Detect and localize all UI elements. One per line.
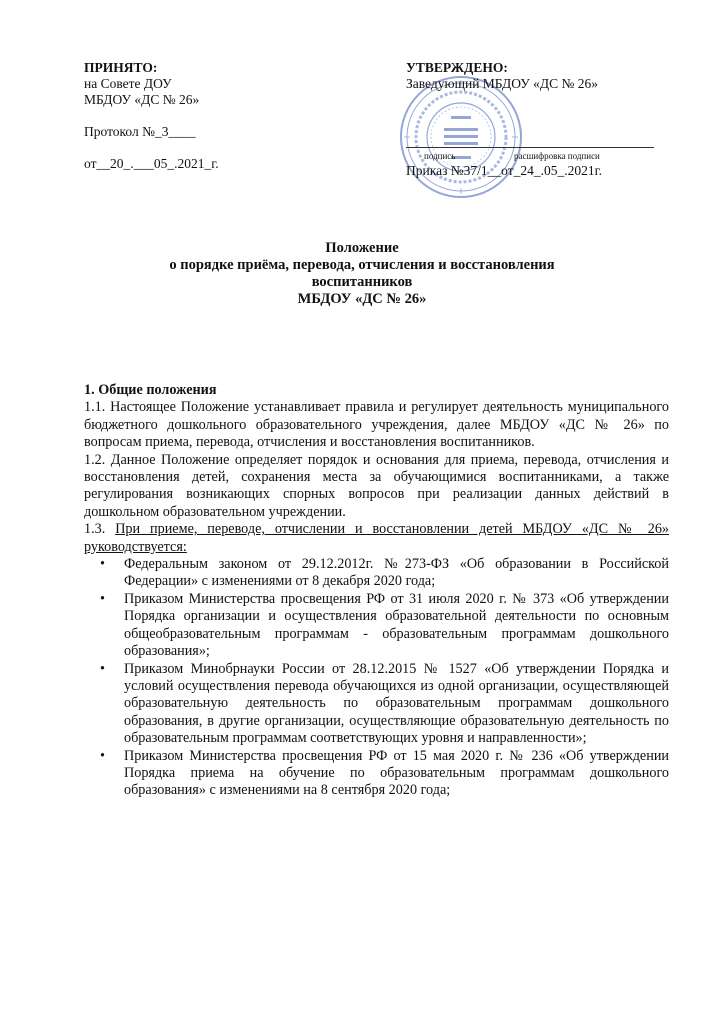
bullet-icon: • — [100, 660, 105, 677]
signature-decode-caption: расшифровка подписи — [514, 151, 600, 161]
header-accepted-block — [84, 60, 344, 172]
signature-line — [406, 147, 654, 148]
title-line-4: МБДОУ «ДС № 26» — [297, 291, 427, 307]
paragraph-1-1: 1.1. Настоящее Положение устанавливает правила и регулирует деятельность муниципального бюджетного дошкольного образовательного учреждения, далее МБДОУ «ДС № 26» по вопросам приема, перевода, отчисления и восстановления воспитанников. — [84, 399, 669, 451]
header-approved-block — [406, 60, 666, 92]
list-item: • Приказом Министерства просвещения РФ от 31 июля 2020 г. № 373 «Об утверждении Порядка организации и осуществления образовательной деятельности по основным общеобразовательным программам - образовательным программам дошкольного образования»; — [100, 590, 669, 660]
accepted-org: МБДОУ «ДС № 26» — [84, 92, 200, 107]
accepted-title: ПРИНЯТО: — [84, 60, 158, 75]
paragraph-1-3 — [84, 521, 669, 556]
paragraph-1-3-text: При приеме, переводе, отчислении и восстановлении детей МБДОУ «ДС № 26» руководствуется: — [84, 521, 670, 555]
approval-order: Приказ №37/1__от_24_.05_.2021г. — [406, 163, 603, 178]
paragraph-1-3-number: 1.3. — [84, 521, 116, 538]
bullet-icon: • — [100, 590, 105, 607]
approved-title: УТВЕРЖДЕНО: — [406, 60, 508, 75]
title-line-2: о порядке приёма, перевода, отчисления и восстановления — [169, 257, 555, 273]
title-line-1: Положение — [325, 240, 399, 256]
paragraph-1-2: 1.2. Данное Положение определяет порядок и основания для приема, перевода, отчисления и восстановления детей, сохранения места за обучающимися воспитанниками, а также регулирования возникающих спорных вопросов при реализации данных действий в дошкольном образовательном учреждении. — [84, 451, 669, 520]
legal-basis-list — [84, 556, 669, 800]
bullet-icon: • — [100, 556, 105, 573]
protocol-number: Протокол №_3____ — [84, 124, 196, 139]
list-item: • Приказом Минобрнауки России от 28.12.2015 № 1527 «Об утверждении Порядка и условий осуществления перевода обучающихся из одной организации, осуществляющей образовательную деятельность по образовательным программам дошкольного образования, в другие организации, осуществляющие образовательную деятельность по образовательным программам соответствующих уровня и направленности»; — [100, 660, 669, 747]
document-body — [84, 382, 669, 800]
accepted-council: на Совете ДОУ — [84, 76, 172, 91]
list-item: • Федеральным законом от 29.12.2012г. №273-ФЗ «Об образовании в Российской Федерации» с изменениями от 8 декабря 2020 года; — [100, 556, 669, 590]
signature-row — [406, 137, 654, 161]
document-title — [84, 240, 640, 308]
bullet-icon: • — [100, 747, 105, 764]
section-heading: 1. Общие положения — [84, 382, 217, 398]
signature-caption: подпись — [424, 151, 456, 161]
title-line-3: воспитанников — [311, 274, 413, 290]
approved-head: Заведующий МБДОУ «ДС № 26» — [406, 76, 599, 91]
list-item: • Приказом Министерства просвещения РФ от 15 мая 2020 г. № 236 «Об утверждении Порядка приема на обучение по образовательным программам дошкольного образования» с изменениями на 8 сентября 2020 года; — [100, 747, 669, 799]
protocol-date: от__20_.___05_.2021_г. — [84, 156, 219, 171]
